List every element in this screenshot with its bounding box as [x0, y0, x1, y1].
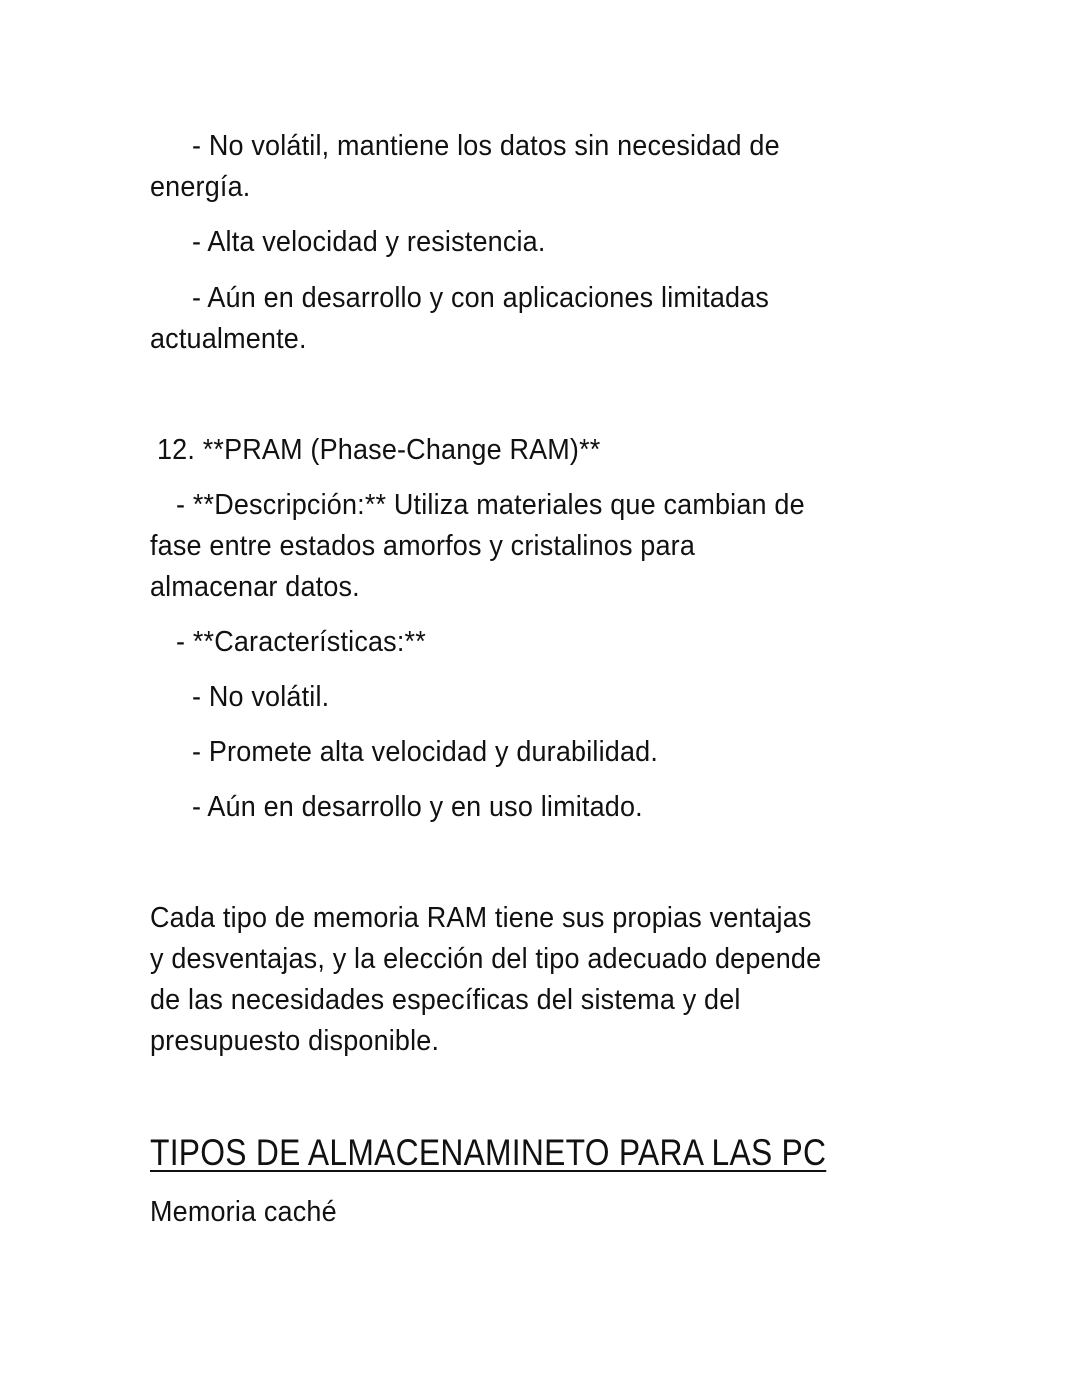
section-title-pram: 12. **PRAM (Phase-Change RAM)** [157, 434, 601, 466]
bullet-no-volatil: - No volátil, mantiene los datos sin necesidad de [192, 130, 780, 162]
pram-characteristics-label: - **Características:** [176, 626, 426, 658]
pram-characteristic-item: - Aún en desarrollo y en uso limitado. [192, 791, 643, 823]
conclusion-line-1: Cada tipo de memoria RAM tiene sus propias ventajas [150, 902, 812, 934]
bullet-alta-velocidad: - Alta velocidad y resistencia. [192, 226, 546, 258]
pram-description-line-3: almacenar datos. [150, 571, 360, 603]
conclusion-line-3: de las necesidades específicas del sistema y del [150, 984, 741, 1016]
pram-characteristic-item: - No volátil. [192, 681, 330, 713]
storage-types-heading: TIPOS DE ALMACENAMINETO PARA LAS PC [150, 1132, 827, 1173]
pram-characteristic-item: - Promete alta velocidad y durabilidad. [192, 736, 659, 768]
storage-item-cache: Memoria caché [150, 1196, 337, 1228]
conclusion-line-4: presupuesto disponible. [150, 1025, 440, 1057]
pram-description-line-2: fase entre estados amorfos y cristalinos para [150, 530, 696, 562]
pram-description-line-1: - **Descripción:** Utiliza materiales que cambian de [176, 489, 805, 521]
bullet-aun-desarrollo: - Aún en desarrollo y con aplicaciones limitadas [192, 282, 770, 314]
conclusion-line-2: y desventajas, y la elección del tipo adecuado depende [150, 943, 822, 975]
bullet-no-volatil-cont: energía. [150, 171, 251, 203]
bullet-aun-desarrollo-cont: actualmente. [150, 323, 307, 355]
